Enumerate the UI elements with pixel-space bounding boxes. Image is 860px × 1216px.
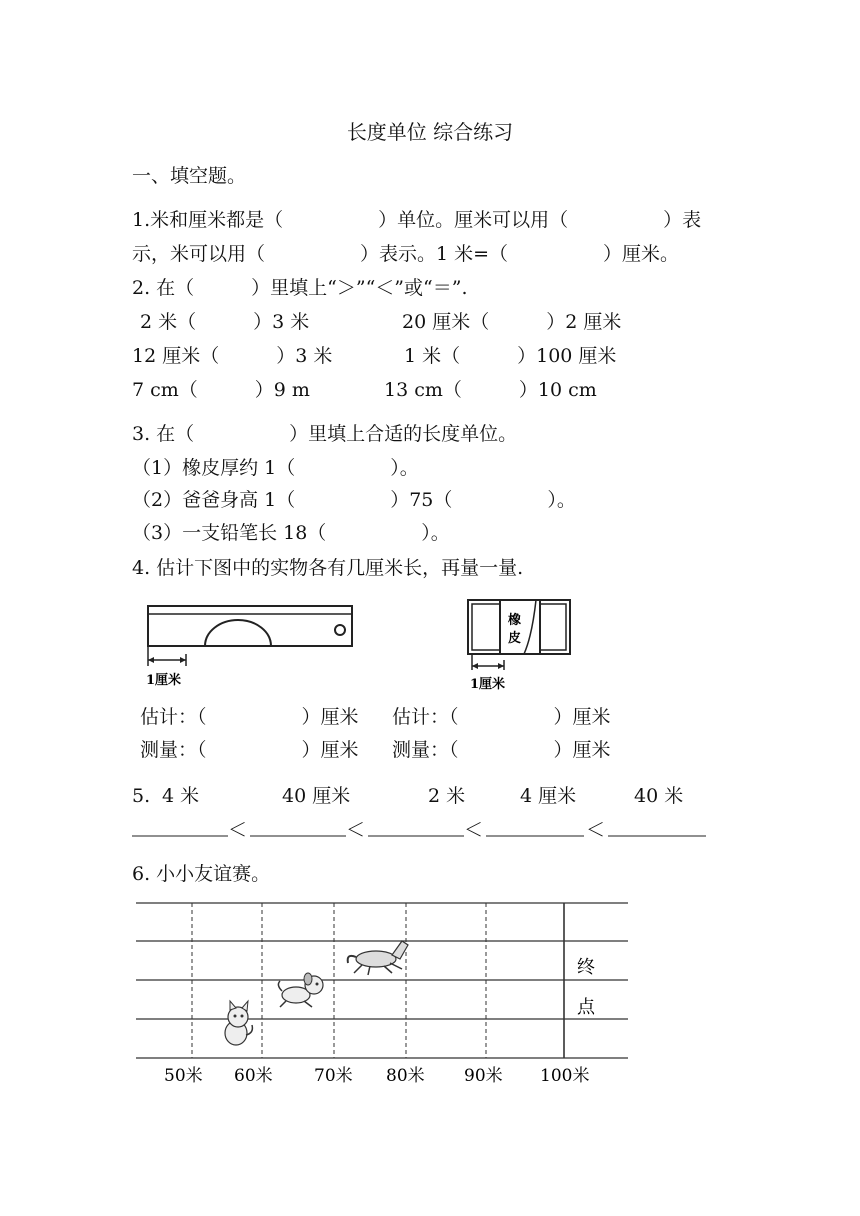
- eraser-char-2: 皮: [508, 631, 522, 646]
- q5-number: 5.: [132, 785, 151, 807]
- q5-value-2: 40 厘米: [282, 785, 351, 807]
- q5-value-3: 2 米: [428, 785, 466, 807]
- section-heading: 一、填空题。: [132, 165, 247, 187]
- q5-answer-line: [130, 812, 710, 842]
- finish-char-2: 点: [577, 997, 595, 1018]
- q3-item3: （3）一支铅笔长 18（ ）。: [132, 522, 450, 544]
- tick-90: 90米: [464, 1066, 503, 1086]
- q3-item2: （2）爸爸身高 1（ ）75（ ）。: [132, 489, 576, 511]
- finish-char-1: 终: [577, 957, 595, 978]
- dog-icon: [278, 973, 323, 1007]
- q2-row3-left: 7 cm（ ）9 m: [132, 379, 310, 401]
- q6-prompt: 6. 小小友谊赛。: [132, 863, 271, 885]
- ruler-figure: [140, 598, 360, 693]
- q5-value-4: 4 厘米: [520, 785, 577, 807]
- less-than-sign: ＜: [346, 819, 366, 841]
- page-title: 长度单位 综合练习: [346, 120, 514, 144]
- q4-prompt: 4. 估计下图中的实物各有几厘米长，再量一量.: [132, 557, 524, 579]
- tick-50: 50米: [164, 1066, 203, 1086]
- q2-row3-right: 13 cm（ ）10 cm: [384, 379, 597, 401]
- cat-icon: [225, 1001, 252, 1045]
- measure-right: 测量：（ ）厘米: [392, 739, 611, 761]
- less-than-sign: ＜: [586, 819, 606, 841]
- q2-prompt: 2. 在（ ）里填上“＞”“＜”或“＝”.: [132, 277, 468, 299]
- q2-row1-left: 2 米（ ）3 米: [140, 311, 310, 333]
- q2-row2-right: 1 米（ ）100 厘米: [404, 345, 617, 367]
- eraser-char-1: 橡: [508, 613, 522, 628]
- horse-icon: [348, 941, 408, 975]
- eraser-figure: [462, 596, 582, 696]
- ruler-unit-label: 1厘米: [146, 673, 182, 688]
- q2-row2-left: 12 厘米（ ）3 米: [132, 345, 333, 367]
- q2-row1-right: 20 厘米（ ）2 厘米: [402, 311, 622, 333]
- estimate-right: 估计：（ ）厘米: [392, 706, 611, 728]
- q1-line1: 1.米和厘米都是（ ）单位。厘米可以用（ ）表: [132, 209, 702, 231]
- race-track: [130, 895, 640, 1095]
- less-than-sign: ＜: [228, 819, 248, 841]
- tick-70: 70米: [314, 1066, 353, 1086]
- measure-left: 测量：（ ）厘米: [140, 739, 359, 761]
- tick-80: 80米: [386, 1066, 425, 1086]
- tick-100: 100米: [540, 1066, 590, 1086]
- less-than-sign: ＜: [464, 819, 484, 841]
- q5-value-5: 40 米: [634, 785, 684, 807]
- q5-value-1: 4 米: [162, 785, 200, 807]
- tick-60: 60米: [234, 1066, 273, 1086]
- estimate-left: 估计：（ ）厘米: [140, 706, 359, 728]
- eraser-unit-label: 1厘米: [470, 677, 506, 692]
- q3-prompt: 3. 在（ ）里填上合适的长度单位。: [132, 423, 518, 445]
- q1-line2: 示，米可以用（ ）表示。1 米=（ ）厘米。: [132, 243, 680, 265]
- q3-item1: （1）橡皮厚约 1（ ）。: [132, 457, 419, 479]
